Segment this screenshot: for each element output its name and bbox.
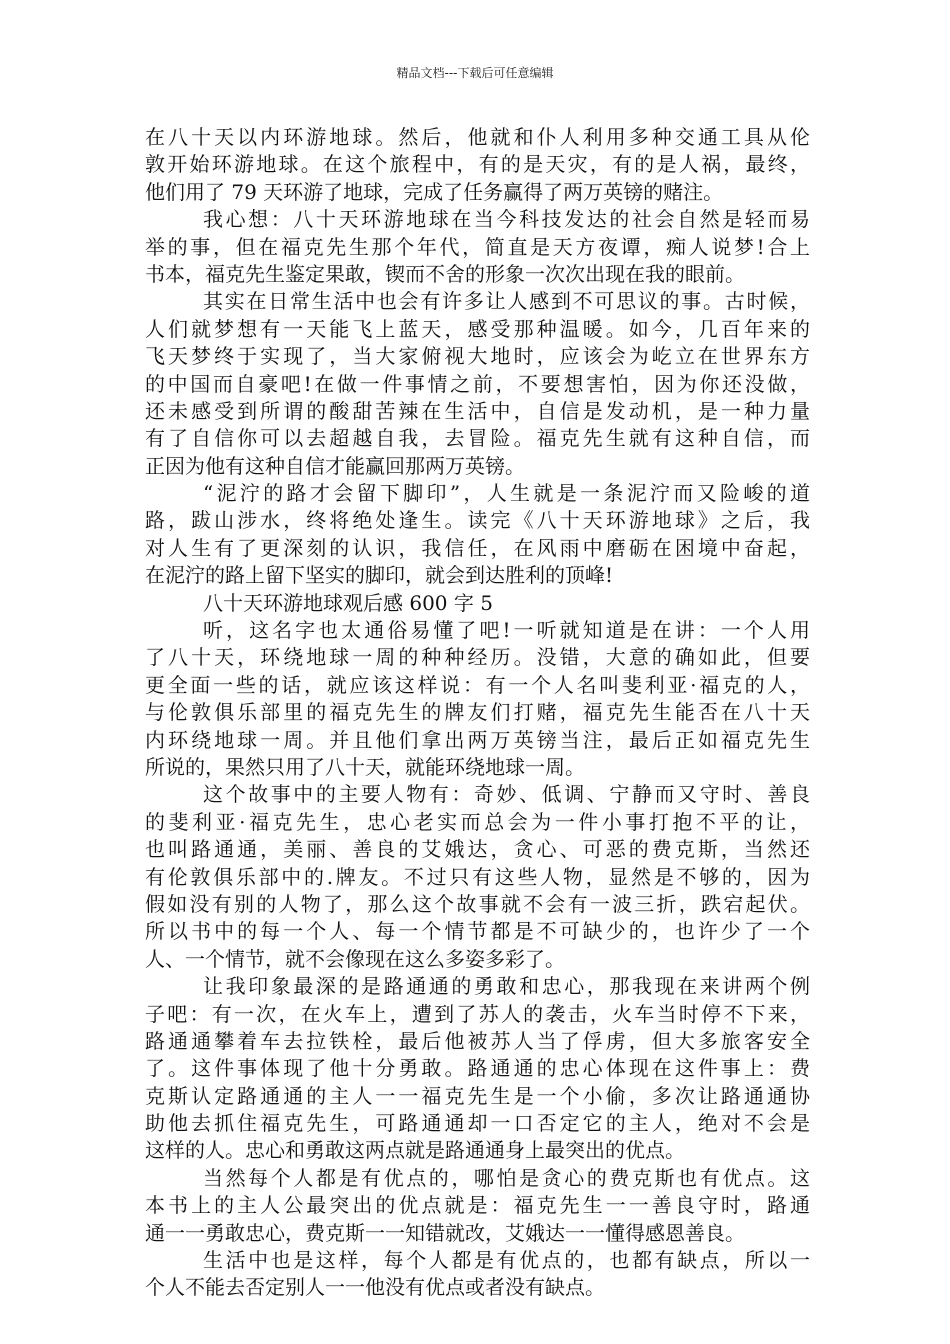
text-line: 他们用了 79 天环游了地球，完成了任务赢得了两万英镑的赌注。 bbox=[145, 179, 724, 204]
text-line: 通一一勇敢忠心，费克斯一一知错就改，艾娥达一一懂得感恩善良。 bbox=[145, 1220, 745, 1245]
paragraph bbox=[145, 1165, 810, 1247]
text-line: 路，跋山涉水，终将绝处逢生。读完《八十天环游地球》之后，我 bbox=[145, 508, 810, 533]
text-line: 克斯认定路通通的主人一一福克先生是一个小偷，多次让路通通协 bbox=[145, 1083, 810, 1108]
text-line: 我心想：八十天环游地球在当今科技发达的社会自然是轻而易 bbox=[203, 207, 810, 232]
paragraph bbox=[145, 617, 810, 781]
paragraph bbox=[145, 973, 810, 1165]
text-line: 敦开始环游地球。在这个旅程中，有的是天灾，有的是人祸，最终， bbox=[145, 152, 810, 177]
text-line: 对人生有了更深刻的认识，我信任，在风雨中磨砺在困境中奋起， bbox=[145, 535, 810, 560]
text-line: 也叫路通通，美丽、善良的艾娥达，贪心、可恶的费克斯，当然还 bbox=[145, 837, 810, 862]
text-line: 假如没有别的人物了，那么这个故事就不会有一波三折，跌宕起伏。 bbox=[145, 891, 810, 916]
text-line: 其实在日常生活中也会有许多让人感到不可思议的事。古时候， bbox=[203, 289, 810, 314]
paragraph bbox=[145, 124, 810, 206]
text-line: 在泥泞的路上留下坚实的脚印，就会到达胜利的顶峰! bbox=[145, 563, 614, 588]
text-line: 所说的，果然只用了八十天，就能环绕地球一周。 bbox=[145, 754, 585, 779]
text-line: 与伦敦俱乐部里的福克先生的牌友们打赌，福克先生能否在八十天 bbox=[145, 700, 810, 725]
text-line: 人们就梦想有一天能飞上蓝天，感受那种温暖。如今，几百年来的 bbox=[145, 316, 810, 341]
paragraph bbox=[145, 480, 810, 590]
text-line: 有伦敦俱乐部中的.牌友。不过只有这些人物，显然是不够的，因为 bbox=[145, 864, 810, 889]
text-line: 所以书中的每一个人、每一个情节都是不可缺少的，也许少了一个 bbox=[145, 919, 810, 944]
text-line: 子吧：有一次，在火车上，遭到了苏人的袭击，火车当时停不下来， bbox=[145, 1001, 810, 1026]
text-line: 听，这名字也太通俗易懂了吧!一听就知道是在讲：一个人用 bbox=[203, 618, 810, 643]
document-body bbox=[145, 124, 810, 1302]
text-line: 路通通攀着车去拉铁栓，最后他被苏人当了俘虏，但大多旅客安全 bbox=[145, 1028, 810, 1053]
text-line: 当然每个人都是有优点的，哪怕是贪心的费克斯也有优点。这 bbox=[203, 1165, 810, 1190]
text-line: 更全面一些的话，就应该这样说：有一个人名叫斐利亚·福克的人， bbox=[145, 672, 810, 697]
paragraph bbox=[145, 590, 810, 617]
text-line: 书本，福克先生鉴定果敢，锲而不舍的形象一次次出现在我的眼前。 bbox=[145, 261, 745, 286]
paragraph bbox=[145, 781, 810, 973]
text-line: 个人不能去否定别人一一他没有优点或者没有缺点。 bbox=[145, 1275, 605, 1300]
text-line: 飞天梦终于实现了，当大家俯视大地时，应该会为屹立在世界东方 bbox=[145, 344, 810, 369]
text-line: 了八十天，环绕地球一周的种种经历。没错，大意的确如此，但要 bbox=[145, 645, 810, 670]
text-line: 生活中也是这样，每个人都是有优点的，也都有缺点，所以一 bbox=[203, 1248, 810, 1273]
text-line: 内环绕地球一周。并且他们拿出两万英镑当注，最后正如福克先生 bbox=[145, 727, 810, 752]
text-line: 这个故事中的主要人物有：奇妙、低调、宁静而又守时、善良 bbox=[203, 782, 810, 807]
text-line: “泥泞的路才会留下脚印”，人生就是一条泥泞而又险峻的道 bbox=[203, 481, 810, 506]
text-line: 本书上的主人公最突出的优点就是：福克先生一一善良守时，路通 bbox=[145, 1193, 810, 1218]
text-line: 的中国而自豪吧!在做一件事情之前，不要想害怕，因为你还没做， bbox=[145, 371, 810, 396]
text-line: 举的事，但在福克先生那个年代，简直是天方夜谭，痴人说梦!合上 bbox=[145, 234, 810, 259]
text-line: 有了自信你可以去超越自我，去冒险。福克先生就有这种自信，而 bbox=[145, 426, 810, 451]
text-line: 正因为他有这种自信才能赢回那两万英镑。 bbox=[145, 453, 525, 478]
text-line: 助他去抓住福克先生，可路通通却一口否定它的主人，绝对不会是 bbox=[145, 1111, 810, 1136]
text-line: 还未感受到所谓的酸甜苦辣在生活中，自信是发动机，是一种力量 bbox=[145, 398, 810, 423]
paragraph bbox=[145, 288, 810, 480]
text-line: 八十天环游地球观后感 600 字 5 bbox=[203, 590, 493, 615]
paragraph bbox=[145, 1247, 810, 1302]
text-line: 在八十天以内环游地球。然后，他就和仆人利用多种交通工具从伦 bbox=[145, 125, 810, 149]
text-line: 让我印象最深的是路通通的勇敢和忠心，那我现在来讲两个例 bbox=[203, 974, 810, 999]
text-line: 的斐利亚·福克先生，忠心老实而总会为一件小事打抱不平的让， bbox=[145, 809, 810, 834]
paragraph bbox=[145, 206, 810, 288]
text-line: 这样的人。忠心和勇敢这两点就是路通通身上最突出的优点。 bbox=[145, 1138, 685, 1163]
text-line: 人、一个情节，就不会像现在这么多姿多彩了。 bbox=[145, 946, 565, 971]
page-header: 精品文档---下载后可任意编辑 bbox=[396, 66, 554, 80]
text-line: 了。这件事体现了他十分勇敢。路通通的忠心体现在这件事上：费 bbox=[145, 1056, 810, 1081]
